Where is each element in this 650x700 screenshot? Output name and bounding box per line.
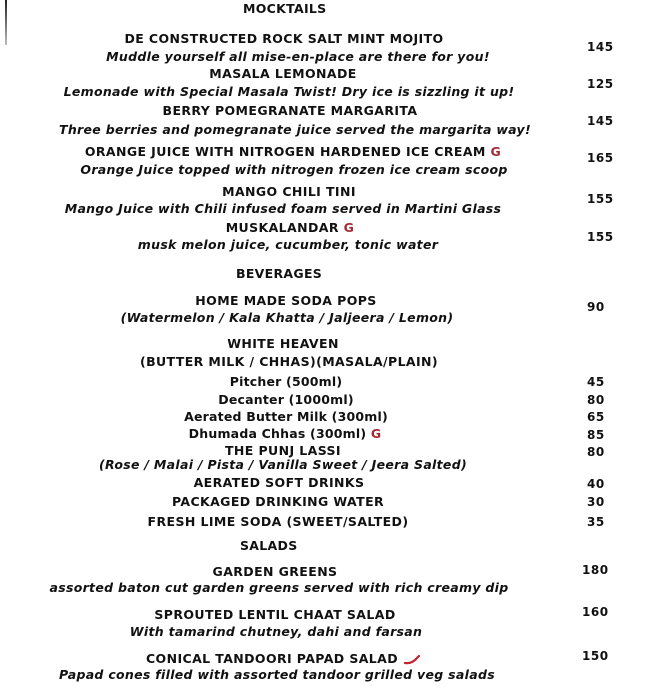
item-name xyxy=(226,220,355,235)
item-desc: Three berries and pomegranate juice served the margarita way! xyxy=(59,122,531,137)
item-desc: With tamarind chutney, dahi and farsan xyxy=(129,624,423,639)
option-price: 80 xyxy=(587,393,605,407)
option-price: 85 xyxy=(587,428,605,442)
item-subtitle: (BUTTER MILK / CHHAS)(MASALA/PLAIN) xyxy=(139,354,439,369)
item-desc: Muddle yourself all mise-en-place are there for you! xyxy=(106,49,490,64)
item-name: HOME MADE SODA POPS xyxy=(195,293,377,308)
item-desc: Papad cones filled with assorted tandoor grilled veg salads xyxy=(59,667,495,682)
item-name-text: CONICAL TANDOORI PAPAD SALAD xyxy=(145,651,399,666)
item-name: MANGO CHILI TINI xyxy=(222,184,356,199)
item-name xyxy=(85,144,501,159)
item-price: 30 xyxy=(587,495,605,509)
item-desc: (Rose / Malai / Pista / Vanilla Sweet / Jeera Salted) xyxy=(99,457,467,472)
item-name: SPROUTED LENTIL CHAAT SALAD xyxy=(154,607,396,622)
chili-icon xyxy=(404,655,420,665)
section-heading-mocktails: MOCKTAILS xyxy=(243,1,327,16)
item-name-text: MUSKALANDAR xyxy=(225,220,339,235)
item-name: GARDEN GREENS xyxy=(212,564,338,579)
item-name: PACKAGED DRINKING WATER xyxy=(171,494,385,509)
option-name: Pitcher (500ml) xyxy=(229,374,343,389)
item-price: 125 xyxy=(587,77,614,91)
item-price: 180 xyxy=(582,563,609,577)
item-desc: Lemonade with Special Masala Twist! Dry ice is sizzling it up! xyxy=(63,84,515,99)
item-name: WHITE HEAVEN xyxy=(227,336,339,351)
item-desc: assorted baton cut garden greens served with rich creamy dip xyxy=(49,580,509,595)
option-name-text: Dhumada Chhas (300ml) xyxy=(188,426,367,441)
item-name: THE PUNJ LASSI xyxy=(225,443,341,458)
item-name: FRESH LIME SODA (SWEET/SALTED) xyxy=(147,514,409,529)
section-heading-beverages: BEVERAGES xyxy=(236,266,323,281)
item-name: DE CONSTRUCTED ROCK SALT MINT MOJITO xyxy=(124,31,444,46)
item-price: 150 xyxy=(582,649,609,663)
item-desc: musk melon juice, cucumber, tonic water xyxy=(137,237,439,252)
option-name xyxy=(189,426,382,441)
item-desc: Orange Juice topped with nitrogen frozen ice cream scoop xyxy=(80,162,508,177)
item-name xyxy=(146,651,420,666)
g-marker: G xyxy=(343,220,355,235)
page-edge xyxy=(5,0,7,45)
item-price: 145 xyxy=(587,114,614,128)
item-desc: (Watermelon / Kala Khatta / Jaljeera / Lemon) xyxy=(120,310,454,325)
item-name-text: ORANGE JUICE WITH NITROGEN HARDENED ICE CREAM xyxy=(84,144,486,159)
item-price: 160 xyxy=(582,605,609,619)
item-price: 80 xyxy=(587,445,605,459)
item-price: 145 xyxy=(587,40,614,54)
item-price: 35 xyxy=(587,515,605,529)
g-marker: G xyxy=(490,144,502,159)
item-name: BERRY POMEGRANATE MARGARITA xyxy=(162,103,418,118)
item-price: 40 xyxy=(587,477,605,491)
option-name: Aerated Butter Milk (300ml) xyxy=(184,409,388,424)
option-price: 65 xyxy=(587,410,605,424)
option-name: Decanter (1000ml) xyxy=(218,392,354,407)
section-heading-salads: SALADS xyxy=(240,538,298,553)
item-price: 155 xyxy=(587,192,614,206)
item-desc: Mango Juice with Chili infused foam served in Martini Glass xyxy=(64,201,502,216)
item-price: 90 xyxy=(587,300,605,314)
item-price: 155 xyxy=(587,230,614,244)
item-name: AERATED SOFT DRINKS xyxy=(193,475,365,490)
option-price: 45 xyxy=(587,375,605,389)
item-name: MASALA LEMONADE xyxy=(209,66,357,81)
item-price: 165 xyxy=(587,151,614,165)
g-marker: G xyxy=(370,426,382,441)
